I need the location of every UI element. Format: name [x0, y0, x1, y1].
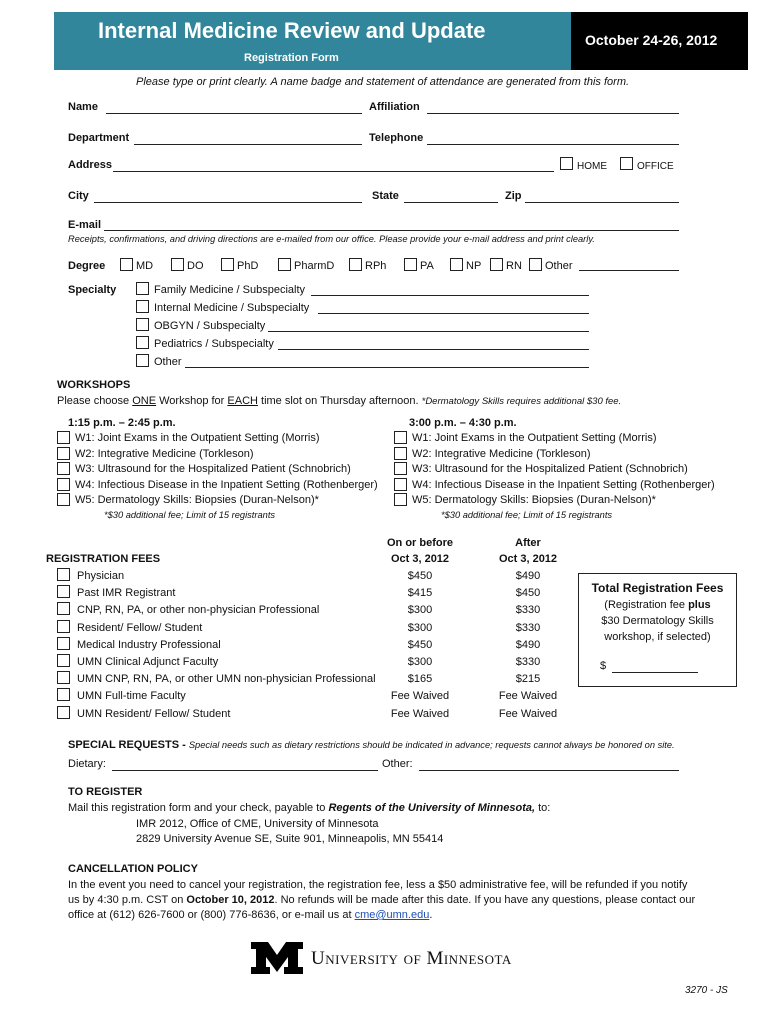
other-request-field[interactable] — [419, 770, 679, 771]
fee-type-checkbox[interactable] — [57, 688, 70, 701]
total-dollar-sign: $ — [600, 660, 607, 672]
fee-before-value: Fee Waived — [390, 707, 450, 720]
name-field[interactable] — [106, 113, 362, 114]
fee-type-checkbox[interactable] — [57, 568, 70, 581]
specialty-option-label: Pediatrics / Subspecialty — [154, 338, 274, 350]
degree-rn-checkbox[interactable] — [490, 258, 503, 271]
telephone-label: Telephone — [369, 132, 424, 144]
fee-after-value: $215 — [515, 673, 541, 686]
address-label: Address — [68, 159, 113, 171]
degree-rph-checkbox[interactable] — [349, 258, 362, 271]
workshops-instruction: Please choose ONE Workshop for EACH time slot on Thursday afternoon. *Dermatology Skills requires additional $30 fee. — [57, 395, 622, 407]
fee-before-value: $450 — [407, 638, 433, 651]
fee-before-value: $450 — [407, 570, 433, 582]
fee-col1-head-b: Oct 3, 2012 — [390, 553, 450, 565]
fee-col1-head-a: On or before — [386, 537, 453, 549]
specialty-detail-field[interactable] — [268, 331, 589, 332]
slot1-workshop-checkbox[interactable] — [57, 462, 70, 475]
specialty-option-label: Family Medicine / Subspecialty — [154, 284, 306, 296]
slot2-time: 3:00 p.m. – 4:30 p.m. — [409, 417, 517, 429]
dietary-field[interactable] — [112, 770, 378, 771]
register-address-1: IMR 2012, Office of CME, University of Minnesota — [136, 818, 379, 830]
specialty-option-label: OBGYN / Subspecialty — [154, 320, 266, 332]
slot2-workshop-checkbox[interactable] — [394, 493, 407, 506]
affiliation-label: Affiliation — [369, 101, 420, 113]
fee-after-value: $330 — [515, 621, 541, 634]
affiliation-field[interactable] — [427, 113, 679, 114]
degree-option-label: PhD — [237, 260, 259, 272]
fees-heading: REGISTRATION FEES — [46, 553, 161, 565]
fee-type-checkbox[interactable] — [57, 654, 70, 667]
dietary-label: Dietary: — [68, 758, 106, 770]
event-dates: October 24-26, 2012 — [585, 32, 718, 48]
register-heading: TO REGISTER — [68, 786, 143, 798]
slot2-workshop-label: W4: Infectious Disease in the Inpatient Setting (Rothenberger) — [412, 478, 715, 491]
fee-after-value: Fee Waived — [498, 707, 558, 720]
specialty-option-label: Internal Medicine / Subspecialty — [154, 302, 310, 314]
degree-np-checkbox[interactable] — [450, 258, 463, 271]
header-banner — [54, 12, 571, 70]
specialty-checkbox[interactable] — [136, 318, 149, 331]
fee-type-checkbox[interactable] — [57, 706, 70, 719]
cancel-line-1: In the event you need to cancel your registration, the registration fee, less a $50 administrative fee, will be refunded if you notify — [68, 879, 688, 891]
slot1-workshop-checkbox[interactable] — [57, 447, 70, 460]
register-instruction: Mail this registration form and your check, payable to Regents of the University of Minnesota, to: — [68, 802, 551, 814]
slot1-workshop-checkbox[interactable] — [57, 478, 70, 491]
cancel-line-3: office at (612) 626-7600 or (800) 776-8636, or e-mail us at cme@umn.edu. — [68, 909, 433, 921]
fee-type-label: UMN Clinical Adjunct Faculty — [77, 656, 219, 668]
slot1-workshop-label: W4: Infectious Disease in the Inpatient Setting (Rothenberger) — [75, 478, 378, 491]
fee-after-value: $330 — [515, 656, 541, 668]
fee-before-value: $300 — [407, 604, 433, 617]
specialty-option-label: Other — [154, 356, 182, 368]
fee-after-value: $330 — [515, 604, 541, 617]
specialty-checkbox[interactable] — [136, 354, 149, 367]
specialty-detail-field[interactable] — [278, 349, 589, 350]
fee-type-checkbox[interactable] — [57, 637, 70, 650]
degree-other-checkbox[interactable] — [529, 258, 542, 271]
degree-option-label: Other — [545, 260, 573, 272]
email-label: E-mail — [68, 219, 102, 231]
register-address-2: 2829 University Avenue SE, Suite 901, Minneapolis, MN 55414 — [136, 833, 444, 845]
home-label: HOME — [577, 161, 607, 172]
slot2-workshop-label: W5: Dermatology Skills: Biopsies (Duran-Nelson)* — [412, 494, 656, 506]
zip-field[interactable] — [525, 202, 679, 203]
email-note: Receipts, confirmations, and driving directions are e-mailed from our office. Please provide your e-mail address and print clearly. — [68, 234, 595, 244]
fee-col2-head-b: Oct 3, 2012 — [498, 553, 558, 565]
specialty-detail-field[interactable] — [185, 367, 589, 368]
name-label: Name — [68, 101, 98, 113]
slot1-workshop-label: W3: Ultrasound for the Hospitalized Patient (Schnobrich) — [75, 463, 351, 475]
address-field[interactable] — [113, 171, 554, 172]
fee-type-checkbox[interactable] — [57, 620, 70, 633]
degree-option-label: RPh — [365, 260, 387, 272]
specialty-detail-field[interactable] — [311, 295, 589, 296]
degree-pa-checkbox[interactable] — [404, 258, 417, 271]
fee-type-label: UMN CNP, RN, PA, or other UMN non-physician Professional — [77, 673, 376, 686]
city-field[interactable] — [94, 202, 362, 203]
office-label: OFFICE — [637, 161, 674, 172]
slot1-note: *$30 additional fee; Limit of 15 registrants — [104, 510, 276, 520]
fee-type-label: Past IMR Registrant — [77, 587, 176, 600]
telephone-field[interactable] — [427, 144, 679, 145]
degree-pharmd-checkbox[interactable] — [278, 258, 291, 271]
degree-option-label: NP — [466, 260, 482, 272]
degree-do-checkbox[interactable] — [171, 258, 184, 271]
degree-option-label: DO — [187, 260, 204, 272]
fee-col2-head-a: After — [515, 537, 541, 549]
degree-option-label: PharmD — [294, 260, 335, 272]
slot2-workshop-checkbox[interactable] — [394, 462, 407, 475]
specialty-checkbox[interactable] — [136, 300, 149, 313]
degree-phd-checkbox[interactable] — [221, 258, 234, 271]
special-requests: SPECIAL REQUESTS - Special needs such as dietary restrictions should be indicated in advance; requests cannot always be honored on site. — [68, 739, 675, 751]
total-fees-note-3: workshop, if selected) — [604, 631, 711, 643]
fee-before-value: $415 — [407, 587, 433, 600]
slot1-workshop-label: W2: Integrative Medicine (Torkleson) — [75, 447, 254, 460]
form-code: 3270 - JS — [685, 985, 728, 996]
slot2-workshop-checkbox[interactable] — [394, 447, 407, 460]
block-m-icon — [251, 942, 303, 974]
fee-type-label: Physician — [77, 570, 125, 582]
fee-type-checkbox[interactable] — [57, 585, 70, 598]
state-field[interactable] — [404, 202, 498, 203]
slot1-workshop-checkbox[interactable] — [57, 431, 70, 444]
degree-label: Degree — [68, 260, 106, 272]
degree-other-field[interactable] — [579, 270, 679, 271]
specialty-checkbox[interactable] — [136, 282, 149, 295]
email-field[interactable] — [104, 230, 679, 231]
workshops-heading: WORKSHOPS — [57, 379, 131, 391]
university-name: University of Minnesota — [311, 948, 512, 969]
fee-before-value: Fee Waived — [390, 690, 450, 703]
slot2-workshop-label: W2: Integrative Medicine (Torkleson) — [412, 447, 591, 460]
degree-option-label: RN — [506, 260, 522, 272]
specialty-checkbox[interactable] — [136, 336, 149, 349]
fee-after-value: $490 — [515, 570, 541, 582]
state-label: State — [372, 190, 399, 202]
slot1-time: 1:15 p.m. – 2:45 p.m. — [68, 417, 176, 429]
department-label: Department — [68, 132, 130, 144]
home-checkbox[interactable] — [560, 157, 573, 170]
university-logo — [251, 940, 551, 976]
degree-md-checkbox[interactable] — [120, 258, 133, 271]
fee-type-checkbox[interactable] — [57, 602, 70, 615]
total-fees-field[interactable] — [612, 672, 698, 673]
city-label: City — [68, 190, 89, 202]
zip-label: Zip — [505, 190, 522, 202]
total-fees-note-2: $30 Dermatology Skills — [601, 615, 714, 627]
cancel-heading: CANCELLATION POLICY — [68, 863, 198, 875]
fee-type-label: UMN Full-time Faculty — [77, 690, 186, 703]
fee-type-label: CNP, RN, PA, or other non-physician Professional — [77, 604, 320, 617]
fee-after-value: Fee Waived — [498, 690, 558, 703]
department-field[interactable] — [134, 144, 362, 145]
slot1-workshop-label: W1: Joint Exams in the Outpatient Setting (Morris) — [75, 432, 320, 444]
specialty-detail-field[interactable] — [318, 313, 589, 314]
fee-before-value: $300 — [407, 656, 433, 668]
office-checkbox[interactable] — [620, 157, 633, 170]
other-label: Other: — [382, 758, 413, 770]
form-title: Internal Medicine Review and Update — [98, 18, 486, 43]
fee-before-value: $165 — [407, 673, 433, 686]
total-fees-box — [578, 573, 737, 687]
fee-after-value: $450 — [515, 587, 541, 600]
slot2-note: *$30 additional fee; Limit of 15 registrants — [441, 510, 613, 520]
contact-email-link[interactable]: cme@umn.edu — [354, 909, 430, 921]
date-banner — [571, 12, 748, 70]
degree-option-label: MD — [136, 260, 154, 272]
slot2-workshop-checkbox[interactable] — [394, 431, 407, 444]
cancel-line-2: us by 4:30 p.m. CST on October 10, 2012. No refunds will be made after this date. If you have any questions, please contact our — [68, 894, 696, 906]
slot2-workshop-label: W3: Ultrasound for the Hospitalized Patient (Schnobrich) — [412, 463, 688, 475]
slot2-workshop-checkbox[interactable] — [394, 478, 407, 491]
degree-option-label: PA — [420, 260, 434, 272]
intro-text: Please type or print clearly. A name badge and statement of attendance are generated from this form. — [136, 76, 630, 88]
fee-type-checkbox[interactable] — [57, 671, 70, 684]
fee-type-label: UMN Resident/ Fellow/ Student — [77, 707, 231, 720]
fee-type-label: Resident/ Fellow/ Student — [77, 621, 203, 634]
fee-after-value: $490 — [515, 638, 541, 651]
slot1-workshop-checkbox[interactable] — [57, 493, 70, 506]
slot2-workshop-label: W1: Joint Exams in the Outpatient Setting (Morris) — [412, 432, 657, 444]
fee-type-label: Medical Industry Professional — [77, 638, 221, 651]
form-subtitle: Registration Form — [244, 52, 339, 64]
total-fees-title: Total Registration Fees — [591, 581, 724, 595]
specialty-label: Specialty — [68, 284, 117, 296]
slot1-workshop-label: W5: Dermatology Skills: Biopsies (Duran-Nelson)* — [75, 494, 319, 506]
total-fees-note-1: (Registration fee plus — [604, 599, 711, 611]
fee-before-value: $300 — [407, 621, 433, 634]
